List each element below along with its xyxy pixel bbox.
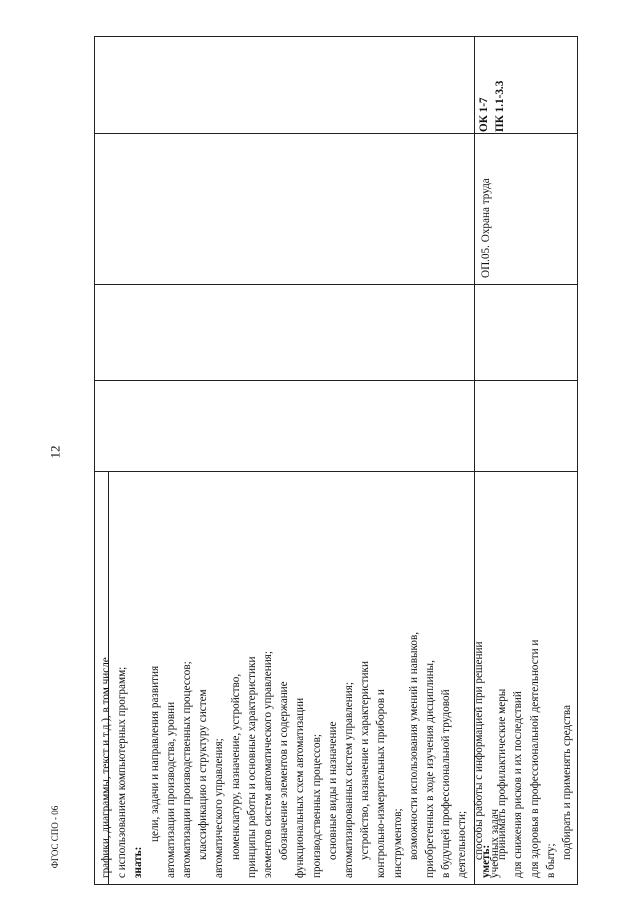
text-line: элементов систем автоматического управления;	[262, 651, 275, 878]
text-line: автоматизации производства, уровни	[164, 701, 177, 878]
text-line: принимать профилактические меры	[496, 688, 509, 860]
text-line: автоматического управления;	[213, 738, 226, 878]
text-line: автоматизации производственных процессов;	[181, 661, 194, 878]
text-line: принципы работы и основные характеристики	[245, 656, 258, 878]
discipline-name: ОП.05. Охрана труда	[480, 178, 492, 278]
text-line: устройство, назначение и характеристики	[359, 661, 372, 860]
section-heading-skills: уметь:	[480, 844, 492, 878]
text-line: производственных процессов;	[310, 734, 323, 878]
text-line: учебных задач	[488, 809, 501, 878]
row-divider	[94, 471, 578, 472]
competency-pk: ПК 1.1-3.3	[494, 80, 507, 132]
text-line: номенклатуру, назначение, устройство,	[229, 673, 242, 860]
text-line: основные виды и назначение	[326, 721, 339, 860]
text-line: способы работы с информацией при решении	[472, 641, 485, 860]
text-line: с использованием компьютерных программ;	[116, 666, 129, 878]
text-line: для здоровья в профессиональной деятельности и	[528, 639, 541, 878]
row-divider	[94, 284, 578, 285]
text-line: автоматизированных систем управления;	[343, 682, 356, 878]
discipline-cell	[476, 140, 576, 278]
text-line: инструментов;	[391, 808, 404, 878]
text-line: в быту;	[544, 843, 557, 878]
text-line: цели, задачи и направления развития	[148, 665, 161, 842]
section-heading-know: знать:	[132, 846, 145, 878]
footer-code: ФГОС СПО - 06	[50, 805, 60, 869]
skills-text-cell	[476, 478, 576, 878]
text-line: функциональных схем автоматизации	[294, 697, 307, 878]
competency-ok: ОК 1-7	[478, 97, 490, 132]
row-divider	[94, 380, 578, 381]
row-divider	[94, 133, 578, 134]
text-line: приобретенных в ходе изучения дисциплины,	[424, 660, 437, 878]
text-line: для снижения рисков и их последствий	[512, 691, 525, 878]
text-line: возможности использования умений и навыков,	[407, 631, 420, 860]
text-line: обозначение элементов и содержание	[278, 681, 291, 860]
text-line: контрольно-измерительных приборов и	[375, 689, 388, 878]
text-line: в будущей профессиональной трудовой	[440, 689, 453, 878]
text-line: деятельности;	[456, 810, 469, 878]
text-line: подбирать и применять средства	[561, 704, 574, 860]
page-number: 12	[47, 445, 62, 459]
text-line: классификацию и структуру систем	[197, 689, 210, 860]
competencies-cell	[476, 40, 576, 130]
text-line: графики, диаграммы, текст и т.д.), в том числе	[100, 657, 112, 878]
